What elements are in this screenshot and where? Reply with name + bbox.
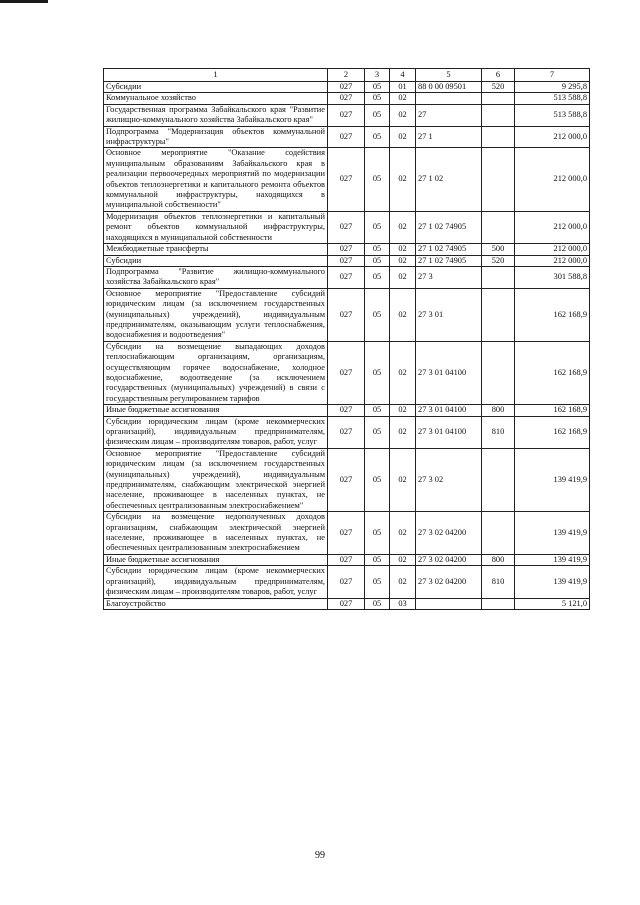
ministry-code-cell: 027	[328, 82, 365, 93]
target-article-cell: 27 1 02 74905	[416, 211, 482, 243]
subsection-code-cell: 01	[390, 82, 416, 93]
table-row	[104, 598, 590, 609]
row-name-cell: Иные бюджетные ассигнования	[104, 554, 328, 565]
target-article-cell: 27 3 01 04100	[416, 341, 482, 404]
header-cell: 7	[515, 69, 590, 82]
table-row	[104, 566, 590, 598]
amount-cell: 162 168,9	[515, 405, 590, 416]
budget-table	[103, 68, 590, 610]
subsection-code-cell: 02	[390, 416, 416, 448]
expense-type-cell	[482, 512, 515, 555]
section-code-cell: 05	[365, 598, 390, 609]
section-code-cell: 05	[365, 566, 390, 598]
ministry-code-cell: 027	[328, 93, 365, 104]
section-code-cell: 05	[365, 244, 390, 255]
section-code-cell: 05	[365, 211, 390, 243]
ministry-code-cell: 027	[328, 566, 365, 598]
section-code-cell: 05	[365, 93, 390, 104]
subsection-code-cell: 02	[390, 211, 416, 243]
row-name-cell: Основное мероприятие "Предоставление субсидий юридическим лицам (за исключением государственных (муниципальных) учреждений), индивидуальным предпринимателям, оказывающим услуги теплоснабжения, водоснабжения и водоотведения"	[104, 288, 328, 341]
target-article-cell: 27 1 02 74905	[416, 244, 482, 255]
subsection-code-cell: 02	[390, 512, 416, 555]
row-name-cell: Основное мероприятие "Предоставление субсидий юридическим лицам (за исключением государственных (муниципальных) учреждений), индивидуальным предпринимателям, снабжающим электрической энергией население, проживающее в населенных пунктах, не обеспеченных централизованным электроснабжением"	[104, 448, 328, 511]
table-row	[104, 244, 590, 255]
amount-cell: 513 588,8	[515, 93, 590, 104]
subsection-code-cell: 02	[390, 341, 416, 404]
table-row	[104, 405, 590, 416]
row-name-cell: Благоустройство	[104, 598, 328, 609]
target-article-cell: 27 1 02	[416, 148, 482, 211]
target-article-cell: 27 1 02 74905	[416, 255, 482, 266]
row-name-cell: Подпрограмма "Модернизация объектов коммунальной инфраструктуры"	[104, 126, 328, 148]
ministry-code-cell: 027	[328, 244, 365, 255]
expense-type-cell	[482, 93, 515, 104]
ministry-code-cell: 027	[328, 255, 365, 266]
row-name-cell: Субсидии юридическим лицам (кроме некоммерческих организаций), индивидуальным предпринимателям, физическим лицам – производителям товаров, работ, услуг	[104, 566, 328, 598]
ministry-code-cell: 027	[328, 554, 365, 565]
page-number: 99	[315, 850, 325, 861]
header-row	[104, 69, 590, 82]
expense-type-cell	[482, 104, 515, 126]
expense-type-cell	[482, 448, 515, 511]
subsection-code-cell: 02	[390, 255, 416, 266]
target-article-cell: 27 3	[416, 266, 482, 288]
subsection-code-cell: 03	[390, 598, 416, 609]
target-article-cell: 27 3 01 04100	[416, 416, 482, 448]
subsection-code-cell: 02	[390, 288, 416, 341]
subsection-code-cell: 02	[390, 244, 416, 255]
section-code-cell: 05	[365, 255, 390, 266]
table-row	[104, 448, 590, 511]
amount-cell: 139 419,9	[515, 554, 590, 565]
table-row	[104, 148, 590, 211]
row-name-cell: Субсидии юридическим лицам (кроме некоммерческих организаций), индивидуальным предпринимателям, физическим лицам – производителям товаров, работ, услуг	[104, 416, 328, 448]
subsection-code-cell: 02	[390, 104, 416, 126]
expense-type-cell	[482, 598, 515, 609]
target-article-cell: 27 3 02 04200	[416, 566, 482, 598]
target-article-cell: 27 3 02 04200	[416, 512, 482, 555]
row-name-cell: Основное мероприятие "Оказание содействия муниципальным образованиям Забайкальского края в реализации первоочередных мероприятий по модернизации объектов теплоэнергетики и капитального ремонта объектов коммунальной инфраструктуры, находящихся в муниципальной собственности"	[104, 148, 328, 211]
ministry-code-cell: 027	[328, 148, 365, 211]
row-name-cell: Коммунальное хозяйство	[104, 93, 328, 104]
section-code-cell: 05	[365, 104, 390, 126]
expense-type-cell	[482, 288, 515, 341]
ministry-code-cell: 027	[328, 405, 365, 416]
expense-type-cell: 800	[482, 554, 515, 565]
ministry-code-cell: 027	[328, 104, 365, 126]
header-cell: 2	[328, 69, 365, 82]
expense-type-cell	[482, 211, 515, 243]
expense-type-cell	[482, 148, 515, 211]
expense-type-cell: 810	[482, 566, 515, 598]
subsection-code-cell: 02	[390, 554, 416, 565]
target-article-cell: 27	[416, 104, 482, 126]
amount-cell: 139 419,9	[515, 448, 590, 511]
amount-cell: 212 000,0	[515, 126, 590, 148]
ministry-code-cell: 027	[328, 416, 365, 448]
amount-cell: 139 419,9	[515, 566, 590, 598]
table-row	[104, 255, 590, 266]
header-cell: 5	[416, 69, 482, 82]
amount-cell: 212 000,0	[515, 244, 590, 255]
header-cell: 4	[390, 69, 416, 82]
amount-cell: 162 168,9	[515, 288, 590, 341]
table-row	[104, 341, 590, 404]
table-row	[104, 266, 590, 288]
section-code-cell: 05	[365, 126, 390, 148]
section-code-cell: 05	[365, 341, 390, 404]
ministry-code-cell: 027	[328, 126, 365, 148]
row-name-cell: Субсидии на возмещение недополученных доходов организациям, снабжающим электрической энергией население, проживающее в населенных пунктах, не обеспеченных централизованным электроснабжением	[104, 512, 328, 555]
expense-type-cell: 800	[482, 405, 515, 416]
table-row	[104, 288, 590, 341]
row-name-cell: Иные бюджетные ассигнования	[104, 405, 328, 416]
amount-cell: 162 168,9	[515, 341, 590, 404]
subsection-code-cell: 02	[390, 405, 416, 416]
table-row	[104, 512, 590, 555]
header-cell: 1	[104, 69, 328, 82]
section-code-cell: 05	[365, 148, 390, 211]
row-name-cell: Государственная программа Забайкальского края "Развитие жилищно-коммунального хозяйства Забайкальского края"	[104, 104, 328, 126]
expense-type-cell: 500	[482, 244, 515, 255]
target-article-cell	[416, 598, 482, 609]
row-name-cell: Субсидии	[104, 255, 328, 266]
expense-type-cell	[482, 341, 515, 404]
table-row	[104, 104, 590, 126]
expense-type-cell: 520	[482, 82, 515, 93]
table-row	[104, 82, 590, 93]
header-cell: 3	[365, 69, 390, 82]
section-code-cell: 05	[365, 288, 390, 341]
row-name-cell: Подпрограмма "Развитие жилищно-коммунального хозяйства Забайкальского края"	[104, 266, 328, 288]
subsection-code-cell: 02	[390, 448, 416, 511]
section-code-cell: 05	[365, 82, 390, 93]
section-code-cell: 05	[365, 448, 390, 511]
ministry-code-cell: 027	[328, 266, 365, 288]
section-code-cell: 05	[365, 405, 390, 416]
ministry-code-cell: 027	[328, 448, 365, 511]
expense-type-cell: 810	[482, 416, 515, 448]
ministry-code-cell: 027	[328, 288, 365, 341]
ministry-code-cell: 027	[328, 341, 365, 404]
section-code-cell: 05	[365, 416, 390, 448]
amount-cell: 212 000,0	[515, 148, 590, 211]
subsection-code-cell: 02	[390, 266, 416, 288]
table-row	[104, 554, 590, 565]
expense-type-cell	[482, 126, 515, 148]
table-row	[104, 126, 590, 148]
table-row	[104, 211, 590, 243]
amount-cell: 212 000,0	[515, 211, 590, 243]
table-row	[104, 93, 590, 104]
amount-cell: 9 295,8	[515, 82, 590, 93]
amount-cell: 5 121,0	[515, 598, 590, 609]
subsection-code-cell: 02	[390, 93, 416, 104]
target-article-cell: 27 1	[416, 126, 482, 148]
ministry-code-cell: 027	[328, 598, 365, 609]
amount-cell: 162 168,9	[515, 416, 590, 448]
row-name-cell: Межбюджетные трансферты	[104, 244, 328, 255]
expense-type-cell	[482, 266, 515, 288]
target-article-cell: 27 3 01	[416, 288, 482, 341]
ministry-code-cell: 027	[328, 211, 365, 243]
target-article-cell: 27 3 02	[416, 448, 482, 511]
section-code-cell: 05	[365, 554, 390, 565]
subsection-code-cell: 02	[390, 566, 416, 598]
row-name-cell: Субсидии	[104, 82, 328, 93]
amount-cell: 139 419,9	[515, 512, 590, 555]
row-name-cell: Модернизация объектов теплоэнергетики и капитальный ремонт объектов коммунальной инфраструктуры, находящихся в муниципальной собственности	[104, 211, 328, 243]
expense-type-cell: 520	[482, 255, 515, 266]
row-name-cell: Субсидии на возмещение выпадающих доходов теплоснабжающим организациям, организациям, осуществляющим горячее водоснабжение, холодное водоснабжение, водоотведение (за исключением государственных (муниципальных) учреждений) в связи с государственным регулированием тарифов	[104, 341, 328, 404]
target-article-cell	[416, 93, 482, 104]
section-code-cell: 05	[365, 512, 390, 555]
header-cell: 6	[482, 69, 515, 82]
amount-cell: 513 588,8	[515, 104, 590, 126]
scan-edge-mark	[0, 0, 48, 3]
subsection-code-cell: 02	[390, 126, 416, 148]
amount-cell: 212 000,0	[515, 255, 590, 266]
target-article-cell: 27 3 01 04100	[416, 405, 482, 416]
ministry-code-cell: 027	[328, 512, 365, 555]
table-row	[104, 416, 590, 448]
budget-table-body	[104, 82, 590, 610]
target-article-cell: 88 0 00 09501	[416, 82, 482, 93]
section-code-cell: 05	[365, 266, 390, 288]
amount-cell: 301 588,8	[515, 266, 590, 288]
target-article-cell: 27 3 02 04200	[416, 554, 482, 565]
subsection-code-cell: 02	[390, 148, 416, 211]
